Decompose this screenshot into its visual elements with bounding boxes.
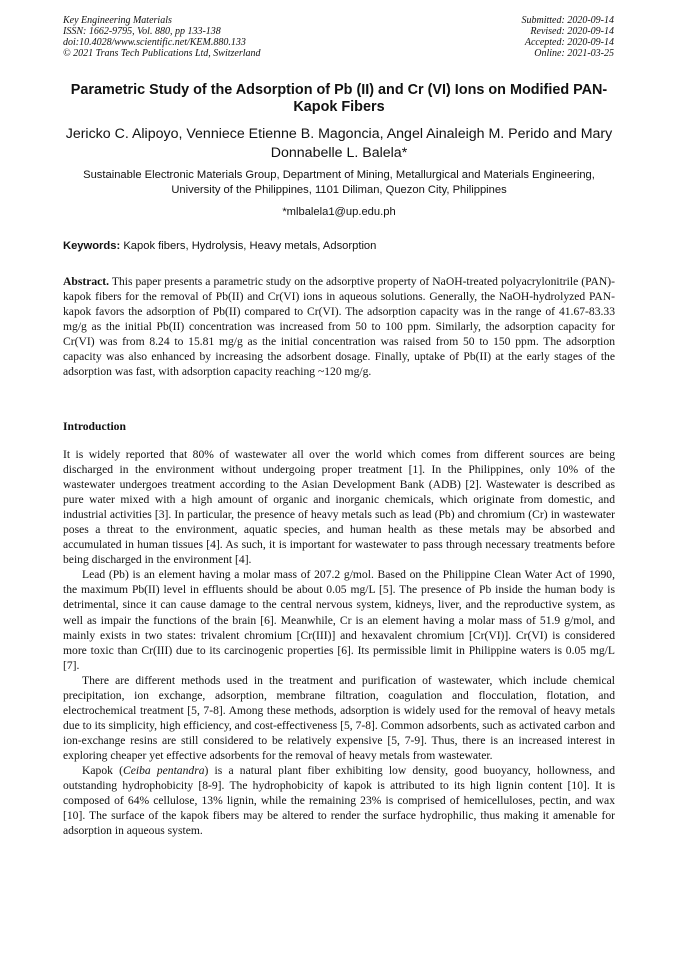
- copyright: © 2021 Trans Tech Publications Ltd, Switzerland: [63, 48, 261, 59]
- online-date: Online: 2021-03-25: [534, 48, 614, 59]
- intro-paragraph-4: [63, 763, 615, 838]
- accepted-date: Accepted: 2020-09-14: [524, 37, 614, 48]
- issn: ISSN: 1662-9795, Vol. 880, pp 133-138: [63, 26, 221, 37]
- author-list: Jericko C. Alipoyo, Venniece Etienne B. Magoncia, Angel Ainaleigh M. Perido and Mary Donnabelle L. Balela*: [65, 126, 613, 161]
- corresponding-email: *mlbalela1@up.edu.ph: [282, 206, 396, 218]
- revised-date: Revised: 2020-09-14: [530, 26, 614, 37]
- doi: doi:10.4028/www.scientific.net/KEM.880.133: [63, 37, 246, 48]
- intro-paragraph-2: Lead (Pb) is an element having a molar mass of 207.2 g/mol. Based on the Philippine Clean Water Act of 1990, the maximum Pb(II) level in effluents should be about 0.05 mg/L [5]. The presence of Pb inside the human body is detrimental, since it can cause damage to the central nervous system, kidneys, liver, and the reproductive system, as well as impair the functions of the brain [6]. Meanwhile, Cr is an element having a molar mass of 51.9 g/mol, and mainly exists in two states: trivalent chromium [Cr(III)] and hexavalent chromium [Cr(VI)]. Cr(VI) is considered more toxic than Cr(III) due to its carcinogenic properties [6]. Its permissible limit in Philippine waters is 0.05 mg/L [7].: [63, 568, 615, 672]
- paper-title: Parametric Study of the Adsorption of Pb (II) and Cr (VI) Ions on Modified PAN-Kapok Fibers: [70, 82, 608, 115]
- introduction-heading: Introduction: [63, 420, 126, 433]
- introduction-body: [63, 447, 615, 838]
- intro-paragraph-3: There are different methods used in the treatment and purification of wastewater, which include chemical precipitation, ion exchange, adsorption, membrane filtration, coagulation and flocculation, flotation, and electrochemical treatment [5, 7-8]. Among these methods, adsorption is widely used for the removal of heavy metals due to its simplicity, high efficiency, and cost-effectiveness [5, 7-8]. Common adsorbents, such as activated carbon and ion-exchange resins are still considered to be relatively expensive [5, 7-9]. Thus, there is an increased interest in exploring cheaper yet effective adsorbents for the removal of heavy metals from wastewater.: [63, 673, 615, 762]
- abstract-label: Abstract.: [63, 275, 110, 288]
- p4-rest: ) is a natural plant fiber exhibiting low density, good buoyancy, hollowness, and outstanding hydrophobicity [8-9]. The hydrophobicity of kapok is attributed to its high lignin content [10]. It is composed of 64% cellulose, 13% lignin, while the remaining 23% is comprised of hemicelluloses, pectin, and wax [10]. The surface of the kapok fibers may be altered to render the surface hydrophilic, thus making it amenable for adsorption in aqueous system.: [63, 763, 615, 838]
- abstract-text: This paper presents a parametric study on the adsorptive property of NaOH-treated polyacrylonitrile (PAN)-kapok fibers for the removal of Pb(II) and Cr(VI) ions in aqueous solutions. Generally, the NaOH-hydrolyzed PAN-kapok favors the adsorption of Pb(II) compared to Cr(VI). The adsorption capacity was in the range of 41.67-83.33 mg/g as the initial Pb(II) concentration was increased from 50 to 100 ppm. Similarly, the adsorption capacity for Cr(VI) was from 8.24 to 15.81 mg/g as the initial concentration was raised from 50 to 150 ppm. The adsorption capacity was also enhanced by increasing the adsorbent dosage. Finally, uptake of Pb(II) at the early stages of the adsorption was fast, with adsorption capacity reaching ~120 mg/g.: [63, 275, 615, 379]
- dates-header: [522, 15, 615, 59]
- journal-name: Key Engineering Materials: [63, 15, 172, 26]
- journal-header: [63, 15, 261, 59]
- species-name: Ceiba pentandra: [122, 763, 205, 777]
- p4-start: Kapok (: [82, 763, 123, 777]
- keywords-label: Keywords:: [63, 240, 121, 252]
- abstract: [63, 274, 615, 379]
- keywords-text: Kapok fibers, Hydrolysis, Heavy metals, Adsorption: [123, 240, 377, 252]
- keywords: [63, 239, 623, 253]
- intro-paragraph-1: It is widely reported that 80% of wastewater all over the world which comes from different sources are being discharged in the environment without undergoing proper treatment [1]. In the Philippines, only 10% of the wastewater undergoes treatment according to the Asian Development Bank (ADB) [2]. Wastewater is described as pure water mixed with a high amount of organic and inorganic chemicals, which originate from domestic, and industrial activities [3]. In particular, the presence of heavy metals such as lead (Pb) and chromium (Cr) in wastewater poses a threat to the environment, aquatic species, and human health as these metals may be absorbed and accumulated in human tissues [4]. As such, it is important for wastewater to pass through necessary treatments before being discharged in the environment [4].: [63, 448, 615, 567]
- affiliation: Sustainable Electronic Materials Group, Department of Mining, Metallurgical and Materials Engineering, University of the Philippines, 1101 Diliman, Quezon City, Philippines: [83, 169, 595, 196]
- submitted-date: Submitted: 2020-09-14: [521, 15, 614, 26]
